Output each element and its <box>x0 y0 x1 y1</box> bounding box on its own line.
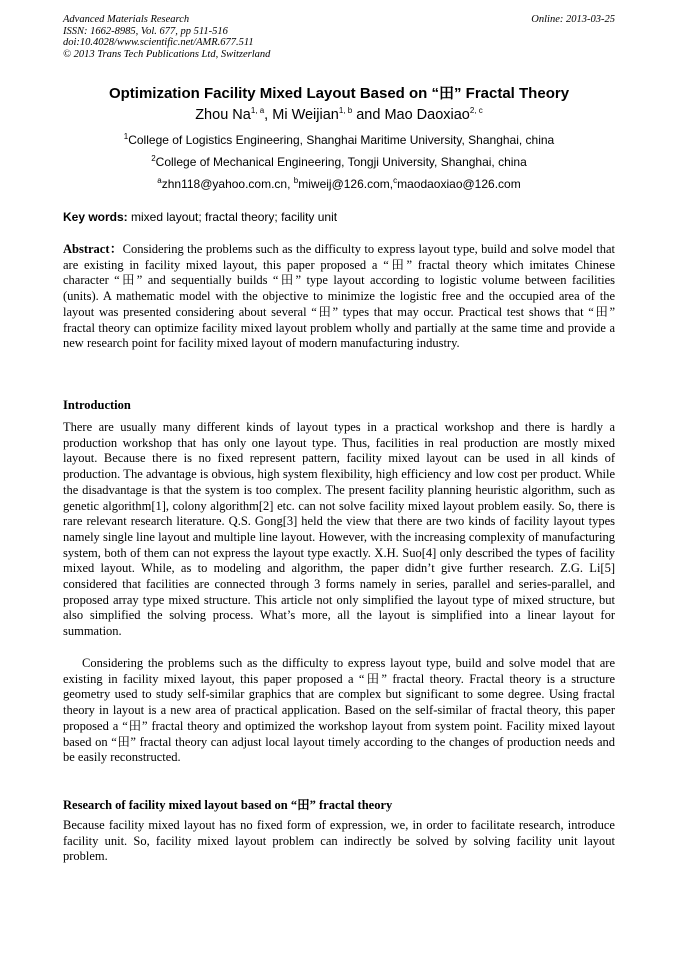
journal-header <box>63 14 615 60</box>
keywords-label: Key words: <box>63 210 128 224</box>
author-separator: , <box>264 107 273 123</box>
author-name: Zhou Na <box>195 107 251 123</box>
email-superscript: c <box>393 176 398 185</box>
online-date: Online: 2013-03-25 <box>531 14 615 25</box>
affiliation-2 <box>40 155 638 169</box>
journal-name: Advanced Materials Research <box>63 14 190 25</box>
email-address[interactable]: zhn118@yahoo.com.cn, <box>161 177 294 191</box>
author-superscript: 1, b <box>338 106 353 116</box>
abstract-label: Abstract： <box>63 242 123 256</box>
section-heading-introduction: Introduction <box>63 398 131 412</box>
author-superscript: 2, c <box>469 106 483 116</box>
paper-title: Optimization Facility Mixed Layout Based on “田” Fractal Theory <box>108 85 570 102</box>
author-separator: and <box>352 107 385 123</box>
affiliation-1 <box>40 133 638 147</box>
doi-line[interactable]: doi:10.4028/www.scientific.net/AMR.677.511 <box>63 37 254 49</box>
research-paragraph-1: Because facility mixed layout has no fixed form of expression, we, in order to facilitate research, introduce facility unit. So, facility mixed layout problem can indirectly be solved by solving facility unit layout problem. <box>63 818 615 864</box>
section-heading-research: Research of facility mixed layout based on “田” fractal theory <box>63 798 393 812</box>
intro-paragraph-2: Considering the problems such as the difficulty to express layout type, build and solve model that are existing in facility mixed layout, this paper proposed a “田” fractal theory. Fractal theory is a structure geometry used to study self-similar graphics that are complex but significant to some degree. Using fractal theory in layout is a new area of practical application. Based on the self-similar of fractal theory, this paper proposed a “田” fractal theory and optimized the workshop layout from system point. Facility mixed layout based on “田” fractal theory can adjust local layout timely according to the changes of production needs and be easily reconstructed. <box>63 656 615 765</box>
author-name: Mi Weijian <box>272 107 339 123</box>
author-list <box>40 107 638 123</box>
copyright-line: © 2013 Trans Tech Publications Ltd, Switzerland <box>63 48 271 60</box>
email-address[interactable]: maodaoxiao@126.com <box>397 177 521 191</box>
keywords <box>63 210 615 224</box>
issn-line: ISSN: 1662-8985, Vol. 677, pp 511-516 <box>63 25 228 37</box>
affiliation-superscript: 1 <box>123 132 129 141</box>
email-line <box>40 177 638 191</box>
affiliation-superscript: 2 <box>151 154 156 163</box>
email-superscript: b <box>293 176 299 185</box>
email-superscript: a <box>157 176 162 185</box>
affiliation-text: College of Logistics Engineering, Shanghai Maritime University, Shanghai, china <box>128 133 555 147</box>
author-name: Mao Daoxiao <box>384 107 470 123</box>
email-address[interactable]: miweij@126.com, <box>298 177 394 191</box>
abstract-text: Considering the problems such as the difficulty to express layout type, build and solve model that are existing in facility mixed layout, this paper proposed a “田” fractal theory which imitates Chinese character “田” and sequentially builds “田” type layout according to logistic volume between facilities (units). A mathematic model with the objective to minimize the logistic free and the occupied area of the layout was presented considering about several “田” types that may occur. Practical test shows that “田” fractal theory can optimize facility mixed layout problem wholly and partially at the same time and provide a new research point for facility mixed layout of modern manufacturing industry. <box>63 242 615 351</box>
intro-paragraph-1: There are usually many different kinds of layout types in a practical workshop and there is hardly a production workshop that has only one layout type. Thus, facilities in real production are mostly mixed layout. Because there is no fixed represent pattern, facility mixed layout can be used in all kinds of production. The advantage is obvious, high system flexibility, high efficiency and low cost per product. While the disadvantage is that the system is too complex. The present facility planning heuristic algorithm, such as genetic algorithm[1], colony algorithm[2] etc. can not solve facility mixed layout problem easily. So, there is rare relevant research literature. Q.S. Gong[3] held the view that there are two kinds of facility layout types namely single line layout and multiple line layout. However, with the increasing complexity of manufacturing system, both of them can not express the layout type exactly. X.H. Suo[4] only described the types of facility mixed layout. While, as to modeling and algorithm, the paper didn’t give further research. Z.G. Li[5] considered that facilities are connected through 3 forms namely in series, parallel and series-parallel, and proposed array type mixed structure. This article not only simplified the layout type of mixed structure, but also simplified the solving process. What’s more, all the layout is simplified into a linear layout for summation. <box>63 420 615 639</box>
affiliation-text: College of Mechanical Engineering, Tongji University, Shanghai, china <box>155 155 527 169</box>
keywords-text: mixed layout; fractal theory; facility unit <box>127 210 338 224</box>
abstract <box>63 242 615 352</box>
author-superscript: 1, a <box>250 106 265 116</box>
